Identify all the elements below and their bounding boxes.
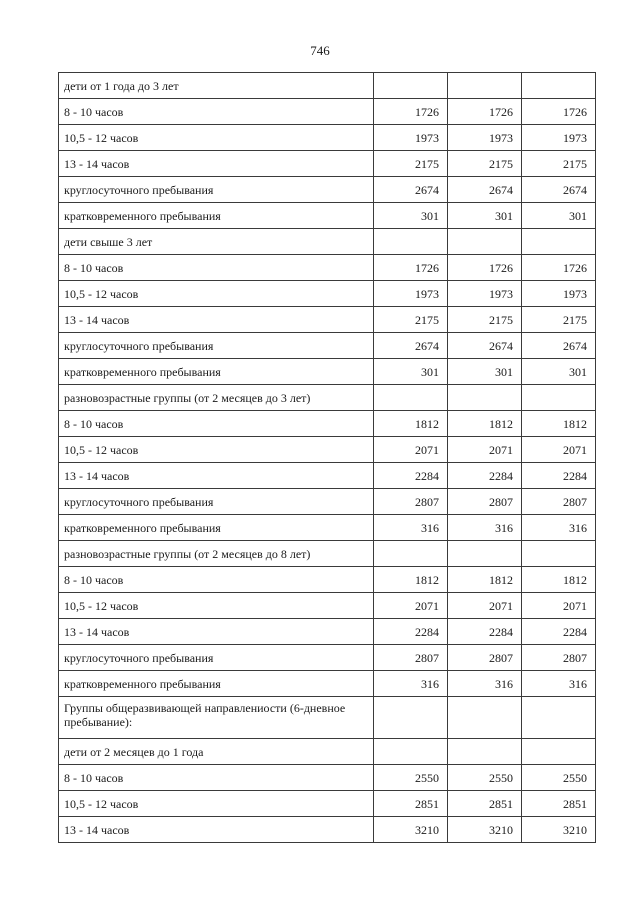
row-label-cell: разновозрастные группы (от 2 месяцев до 3 лет)	[59, 385, 374, 411]
page-number: 746	[310, 43, 330, 58]
table-row	[59, 817, 596, 843]
table-row	[59, 229, 596, 255]
value-cell: 316	[522, 671, 596, 697]
row-label-cell: 13 - 14 часов	[59, 463, 374, 489]
value-cell	[448, 73, 522, 99]
table-row	[59, 697, 596, 739]
row-label-cell: кратковременного пребывания	[59, 203, 374, 229]
value-cell	[522, 229, 596, 255]
table-row	[59, 489, 596, 515]
value-cell	[374, 229, 448, 255]
value-cell	[374, 385, 448, 411]
value-cell: 1726	[522, 99, 596, 125]
value-cell	[522, 385, 596, 411]
value-cell: 3210	[522, 817, 596, 843]
value-cell: 1812	[448, 567, 522, 593]
row-label-cell: кратковременного пребывания	[59, 515, 374, 541]
row-label-cell: 10,5 - 12 часов	[59, 125, 374, 151]
table-row	[59, 463, 596, 489]
table-row	[59, 151, 596, 177]
table-row	[59, 437, 596, 463]
row-label-cell: круглосуточного пребывания	[59, 645, 374, 671]
value-cell	[522, 697, 596, 739]
value-cell: 1812	[522, 567, 596, 593]
table-row	[59, 333, 596, 359]
value-cell: 1973	[522, 281, 596, 307]
value-cell: 316	[522, 515, 596, 541]
table-row	[59, 281, 596, 307]
row-label-cell: разновозрастные группы (от 2 месяцев до 8 лет)	[59, 541, 374, 567]
tariff-table	[58, 72, 596, 843]
value-cell	[374, 697, 448, 739]
row-label-cell: дети от 2 месяцев до 1 года	[59, 739, 374, 765]
table-row	[59, 645, 596, 671]
row-label-cell: 13 - 14 часов	[59, 307, 374, 333]
row-label-cell: дети от 1 года до 3 лет	[59, 73, 374, 99]
value-cell: 301	[522, 359, 596, 385]
value-cell: 1973	[374, 125, 448, 151]
table-row	[59, 99, 596, 125]
value-cell: 1726	[374, 99, 448, 125]
value-cell: 2851	[522, 791, 596, 817]
value-cell: 316	[448, 515, 522, 541]
row-label-cell: 13 - 14 часов	[59, 151, 374, 177]
value-cell: 301	[374, 203, 448, 229]
value-cell: 2550	[522, 765, 596, 791]
value-cell: 1973	[448, 125, 522, 151]
value-cell	[448, 739, 522, 765]
row-label-cell: 8 - 10 часов	[59, 99, 374, 125]
value-cell: 2175	[448, 151, 522, 177]
row-label-cell: 8 - 10 часов	[59, 765, 374, 791]
value-cell: 2851	[374, 791, 448, 817]
value-cell: 1812	[374, 411, 448, 437]
value-cell: 301	[374, 359, 448, 385]
value-cell: 2175	[374, 151, 448, 177]
row-label-cell: 13 - 14 часов	[59, 817, 374, 843]
value-cell: 3210	[374, 817, 448, 843]
value-cell: 2071	[448, 437, 522, 463]
value-cell: 2674	[448, 177, 522, 203]
row-label-cell: 10,5 - 12 часов	[59, 281, 374, 307]
table-row	[59, 765, 596, 791]
table-row	[59, 619, 596, 645]
value-cell: 2550	[448, 765, 522, 791]
value-cell: 2284	[448, 619, 522, 645]
row-label-cell: 8 - 10 часов	[59, 567, 374, 593]
value-cell	[522, 739, 596, 765]
value-cell: 301	[448, 203, 522, 229]
value-cell	[448, 541, 522, 567]
table-row	[59, 739, 596, 765]
value-cell: 2175	[448, 307, 522, 333]
value-cell	[374, 73, 448, 99]
value-cell: 1726	[374, 255, 448, 281]
value-cell: 301	[522, 203, 596, 229]
value-cell: 2071	[374, 437, 448, 463]
value-cell: 2284	[448, 463, 522, 489]
table-row	[59, 125, 596, 151]
value-cell: 2071	[522, 593, 596, 619]
value-cell: 2071	[448, 593, 522, 619]
table-row	[59, 73, 596, 99]
value-cell: 2284	[522, 463, 596, 489]
table-row	[59, 255, 596, 281]
value-cell: 1726	[522, 255, 596, 281]
table-row	[59, 411, 596, 437]
value-cell: 3210	[448, 817, 522, 843]
table-row	[59, 671, 596, 697]
value-cell: 2284	[374, 619, 448, 645]
value-cell: 2807	[374, 489, 448, 515]
value-cell	[374, 541, 448, 567]
table-row	[59, 203, 596, 229]
value-cell: 2674	[522, 333, 596, 359]
value-cell: 2674	[374, 333, 448, 359]
value-cell: 1973	[522, 125, 596, 151]
value-cell: 2175	[374, 307, 448, 333]
value-cell	[448, 229, 522, 255]
value-cell: 316	[374, 515, 448, 541]
table-row	[59, 567, 596, 593]
value-cell: 1726	[448, 255, 522, 281]
table-row	[59, 177, 596, 203]
table-row	[59, 791, 596, 817]
value-cell: 2284	[522, 619, 596, 645]
value-cell: 2284	[374, 463, 448, 489]
value-cell: 2851	[448, 791, 522, 817]
row-label-cell: 13 - 14 часов	[59, 619, 374, 645]
value-cell	[448, 697, 522, 739]
row-label-cell: 10,5 - 12 часов	[59, 791, 374, 817]
row-label-cell: дети свыше 3 лет	[59, 229, 374, 255]
value-cell	[522, 541, 596, 567]
table-row	[59, 515, 596, 541]
row-label-cell: круглосуточного пребывания	[59, 333, 374, 359]
row-label-cell: кратковременного пребывания	[59, 359, 374, 385]
row-label-cell: круглосуточного пребывания	[59, 489, 374, 515]
value-cell: 2807	[374, 645, 448, 671]
table-row	[59, 541, 596, 567]
value-cell: 301	[448, 359, 522, 385]
tariff-table-body	[59, 73, 596, 843]
value-cell	[448, 385, 522, 411]
table-row	[59, 307, 596, 333]
value-cell	[522, 73, 596, 99]
value-cell: 2071	[522, 437, 596, 463]
value-cell: 316	[448, 671, 522, 697]
value-cell: 1973	[374, 281, 448, 307]
value-cell: 1812	[522, 411, 596, 437]
value-cell: 1973	[448, 281, 522, 307]
table-row	[59, 359, 596, 385]
row-label-cell: Группы общеразвивающей направлениости (6-дневное пребывание):	[59, 697, 374, 739]
value-cell: 1726	[448, 99, 522, 125]
value-cell: 2807	[448, 489, 522, 515]
row-label-cell: 10,5 - 12 часов	[59, 593, 374, 619]
value-cell: 1812	[448, 411, 522, 437]
row-label-cell: кратковременного пребывания	[59, 671, 374, 697]
value-cell: 2550	[374, 765, 448, 791]
value-cell: 2807	[448, 645, 522, 671]
value-cell: 2175	[522, 151, 596, 177]
value-cell: 316	[374, 671, 448, 697]
table-row	[59, 385, 596, 411]
row-label-cell: 8 - 10 часов	[59, 411, 374, 437]
value-cell	[374, 739, 448, 765]
value-cell: 2071	[374, 593, 448, 619]
value-cell: 2807	[522, 645, 596, 671]
value-cell: 2175	[522, 307, 596, 333]
row-label-cell: 10,5 - 12 часов	[59, 437, 374, 463]
value-cell: 2674	[448, 333, 522, 359]
row-label-cell: 8 - 10 часов	[59, 255, 374, 281]
value-cell: 2674	[374, 177, 448, 203]
value-cell: 1812	[374, 567, 448, 593]
row-label-cell: круглосуточного пребывания	[59, 177, 374, 203]
value-cell: 2674	[522, 177, 596, 203]
table-row	[59, 593, 596, 619]
value-cell: 2807	[522, 489, 596, 515]
